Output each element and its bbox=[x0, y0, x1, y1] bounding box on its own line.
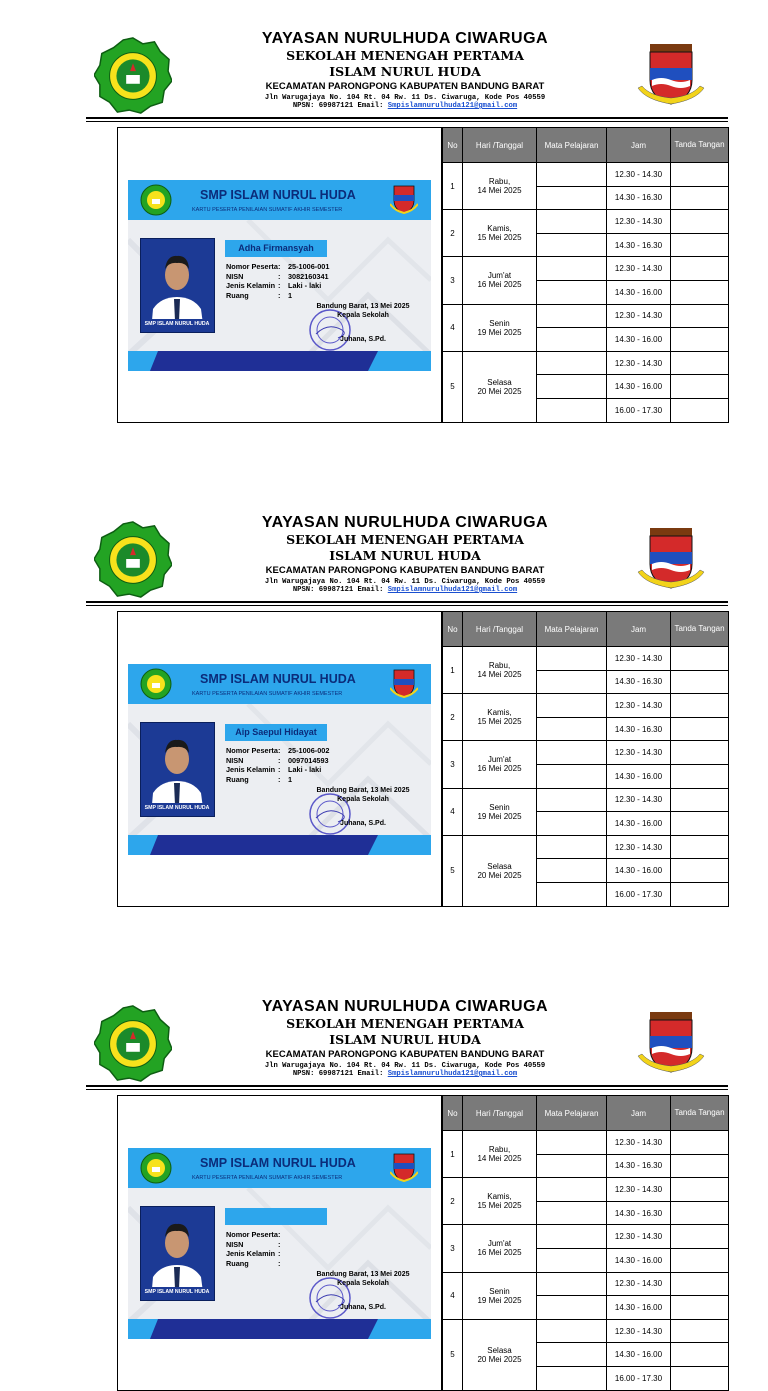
table-row bbox=[443, 1178, 729, 1202]
exam-id-card bbox=[128, 180, 431, 371]
signature-cell bbox=[671, 1201, 729, 1225]
signature-block bbox=[308, 1270, 418, 1312]
subject-cell bbox=[537, 375, 607, 399]
student-portrait-icon bbox=[141, 239, 214, 332]
row-number: 2 bbox=[443, 210, 463, 257]
header-day-date: Hari /Tanggal bbox=[463, 612, 537, 647]
row-number: 5 bbox=[443, 1319, 463, 1390]
table-row bbox=[443, 351, 729, 375]
student-info: Nomor Peserta: NISN : Jenis Kelamin : Ruang : bbox=[226, 1230, 281, 1268]
signature-cell bbox=[671, 670, 729, 694]
time-cell: 12.30 - 14.30 bbox=[607, 210, 671, 234]
head-name: Juhana, S.Pd. bbox=[340, 1304, 386, 1311]
email-link[interactable]: Smpislamnurulhuda121@gmail.com bbox=[387, 1070, 518, 1078]
header-rule-thin bbox=[86, 1089, 728, 1090]
time-cell: 16.00 - 17.30 bbox=[607, 882, 671, 906]
card-school-name: SMP ISLAM NURUL HUDA bbox=[200, 188, 356, 202]
table-row bbox=[443, 1319, 729, 1343]
card-regency-logo-icon bbox=[390, 1152, 418, 1182]
address-line: Jln Warugajaya No. 104 Rt. 04 Rw. 11 Ds. Ciwaruga, Kode Pos 40559 bbox=[264, 578, 546, 586]
participant-number: 25-1006-002 bbox=[288, 746, 330, 755]
letterhead bbox=[0, 484, 768, 594]
subject-cell bbox=[537, 1366, 607, 1390]
exam-schedule-table bbox=[442, 127, 729, 423]
subject-cell bbox=[537, 1343, 607, 1367]
student-name: Aip Saepul Hidayat bbox=[225, 724, 327, 741]
signature-block bbox=[308, 786, 418, 828]
row-day-date: Senin 19 Mei 2025 bbox=[463, 304, 537, 351]
subject-cell bbox=[537, 741, 607, 765]
row-day-date: Senin 19 Mei 2025 bbox=[463, 788, 537, 835]
card-school-name: SMP ISLAM NURUL HUDA bbox=[200, 1156, 356, 1170]
subject-cell bbox=[537, 1319, 607, 1343]
subject-cell bbox=[537, 694, 607, 718]
school-name: ISLAM NURUL HUDA bbox=[329, 64, 481, 79]
subject-cell bbox=[537, 1201, 607, 1225]
subject-cell bbox=[537, 1131, 607, 1155]
signature-cell bbox=[671, 1366, 729, 1390]
time-cell: 12.30 - 14.30 bbox=[607, 835, 671, 859]
card-school-logo-icon bbox=[140, 668, 172, 700]
header-day-date: Hari /Tanggal bbox=[463, 1096, 537, 1131]
header-subject: Mata Pelajaran bbox=[537, 1096, 607, 1131]
email-link[interactable]: Smpislamnurulhuda121@gmail.com bbox=[387, 586, 518, 594]
card-subtitle: KARTU PESERTA PENILAIAN SUMATIF AKHIR SEMESTER bbox=[192, 691, 343, 697]
signature-cell bbox=[671, 304, 729, 328]
subject-cell bbox=[537, 186, 607, 210]
table-row bbox=[443, 1225, 729, 1249]
time-cell: 12.30 - 14.30 bbox=[607, 1131, 671, 1155]
participant-number: 25-1006-001 bbox=[288, 262, 330, 271]
header-time: Jam bbox=[607, 1096, 671, 1131]
subject-cell bbox=[537, 717, 607, 741]
nisn-value: 3082160341 bbox=[288, 271, 329, 281]
regency-emblem-icon bbox=[636, 524, 706, 594]
row-day-date: Kamis, 15 Mei 2025 bbox=[463, 210, 537, 257]
time-cell: 12.30 - 14.30 bbox=[607, 788, 671, 812]
time-cell: 14.30 - 16.30 bbox=[607, 670, 671, 694]
letterhead bbox=[0, 968, 768, 1078]
subject-cell bbox=[537, 670, 607, 694]
signature-cell bbox=[671, 375, 729, 399]
exam-id-card bbox=[128, 1148, 431, 1339]
row-number: 4 bbox=[443, 788, 463, 835]
subject-cell bbox=[537, 1296, 607, 1320]
signature-cell bbox=[671, 351, 729, 375]
time-cell: 14.30 - 16.00 bbox=[607, 1296, 671, 1320]
row-number: 3 bbox=[443, 257, 463, 304]
signature-cell bbox=[671, 741, 729, 765]
district-line: KECAMATAN PARONGPONG KABUPATEN BANDUNG BARAT bbox=[265, 81, 545, 92]
header-rule-thin bbox=[86, 121, 728, 122]
card-subtitle: KARTU PESERTA PENILAIAN SUMATIF AKHIR SEMESTER bbox=[192, 1175, 343, 1181]
row-number: 5 bbox=[443, 835, 463, 906]
student-info: Nomor Peserta: 25-1006-001 NISN : 3082160341 Jenis Kelamin : Laki - laki Ruang : 1 bbox=[226, 262, 330, 300]
card-regency-logo-icon bbox=[390, 668, 418, 698]
head-title: Kepala Sekolah bbox=[337, 796, 389, 803]
signature-cell bbox=[671, 764, 729, 788]
photo-caption: SMP ISLAM NURUL HUDA bbox=[144, 1289, 210, 1295]
email-link[interactable]: Smpislamnurulhuda121@gmail.com bbox=[387, 102, 518, 110]
subject-cell bbox=[537, 835, 607, 859]
row-number: 3 bbox=[443, 1225, 463, 1272]
npsn-email-line: NPSN: 69987121 Email: Smpislamnurulhuda121@gmail.com bbox=[292, 586, 518, 594]
npsn-email-line: NPSN: 69987121 Email: Smpislamnurulhuda121@gmail.com bbox=[292, 1070, 518, 1078]
time-cell: 14.30 - 16.00 bbox=[607, 1248, 671, 1272]
time-cell: 12.30 - 14.30 bbox=[607, 694, 671, 718]
table-row bbox=[443, 1131, 729, 1155]
time-cell: 14.30 - 16.00 bbox=[607, 812, 671, 836]
signature-cell bbox=[671, 233, 729, 257]
subject-cell bbox=[537, 398, 607, 422]
school-emblem-icon bbox=[94, 520, 172, 598]
time-cell: 12.30 - 14.30 bbox=[607, 163, 671, 187]
student-name: Adha Firmansyah bbox=[225, 240, 327, 257]
student-portrait-icon bbox=[141, 723, 214, 816]
card-footer-band bbox=[128, 351, 431, 371]
district-line: KECAMATAN PARONGPONG KABUPATEN BANDUNG BARAT bbox=[265, 565, 545, 576]
table-header-row bbox=[443, 612, 729, 647]
time-cell: 12.30 - 14.30 bbox=[607, 304, 671, 328]
card-footer-band bbox=[128, 1319, 431, 1339]
subject-cell bbox=[537, 257, 607, 281]
npsn-email-line: NPSN: 69987121 Email: Smpislamnurulhuda121@gmail.com bbox=[292, 102, 518, 110]
row-day-date: Selasa 20 Mei 2025 bbox=[463, 351, 537, 422]
time-cell: 12.30 - 14.30 bbox=[607, 1225, 671, 1249]
place-date: Bandung Barat, 13 Mei 2025 bbox=[316, 303, 410, 310]
header-no: No bbox=[443, 128, 463, 163]
subject-cell bbox=[537, 1272, 607, 1296]
letterhead bbox=[0, 0, 768, 110]
signature-cell bbox=[671, 1178, 729, 1202]
school-level: SEKOLAH MENENGAH PERTAMA bbox=[286, 1016, 524, 1031]
table-row bbox=[443, 694, 729, 718]
header-no: No bbox=[443, 1096, 463, 1131]
address-line: Jln Warugajaya No. 104 Rt. 04 Rw. 11 Ds. Ciwaruga, Kode Pos 40559 bbox=[264, 1062, 546, 1070]
photo-caption: SMP ISLAM NURUL HUDA bbox=[144, 321, 210, 327]
subject-cell bbox=[537, 882, 607, 906]
time-cell: 14.30 - 16.00 bbox=[607, 1343, 671, 1367]
signature-cell bbox=[671, 398, 729, 422]
subject-cell bbox=[537, 1154, 607, 1178]
signature-block bbox=[308, 302, 418, 344]
head-name: Juhana, S.Pd. bbox=[340, 820, 386, 827]
table-row bbox=[443, 647, 729, 671]
signature-cell bbox=[671, 788, 729, 812]
row-day-date: Selasa 20 Mei 2025 bbox=[463, 1319, 537, 1390]
place-date: Bandung Barat, 13 Mei 2025 bbox=[316, 1271, 410, 1278]
row-number: 1 bbox=[443, 163, 463, 210]
header-time: Jam bbox=[607, 128, 671, 163]
header-rule-thin bbox=[86, 605, 728, 606]
header-subject: Mata Pelajaran bbox=[537, 612, 607, 647]
table-header-row bbox=[443, 128, 729, 163]
row-day-date: Rabu, 14 Mei 2025 bbox=[463, 1131, 537, 1178]
time-cell: 12.30 - 14.30 bbox=[607, 1319, 671, 1343]
table-row bbox=[443, 835, 729, 859]
foundation-name: YAYASAN NURULHUDA CIWARUGA bbox=[261, 998, 549, 1015]
time-cell: 14.30 - 16.00 bbox=[607, 764, 671, 788]
card-school-name: SMP ISLAM NURUL HUDA bbox=[200, 672, 356, 686]
regency-emblem-icon bbox=[636, 40, 706, 110]
signature-cell bbox=[671, 882, 729, 906]
table-row bbox=[443, 257, 729, 281]
table-row bbox=[443, 1272, 729, 1296]
card-school-logo-icon bbox=[140, 1152, 172, 1184]
time-cell: 14.30 - 16.00 bbox=[607, 859, 671, 883]
photo-caption: SMP ISLAM NURUL HUDA bbox=[144, 805, 210, 811]
signature-cell bbox=[671, 1154, 729, 1178]
signature-cell bbox=[671, 186, 729, 210]
school-emblem-icon bbox=[94, 36, 172, 114]
subject-cell bbox=[537, 788, 607, 812]
room-value: 1 bbox=[288, 774, 293, 784]
row-number: 1 bbox=[443, 1131, 463, 1178]
row-day-date: Rabu, 14 Mei 2025 bbox=[463, 163, 537, 210]
foundation-name: YAYASAN NURULHUDA CIWARUGA bbox=[261, 30, 549, 47]
place-date: Bandung Barat, 13 Mei 2025 bbox=[316, 787, 410, 794]
header-rule bbox=[86, 1085, 728, 1087]
header-signature: Tanda Tangan bbox=[671, 612, 729, 647]
head-title: Kepala Sekolah bbox=[337, 312, 389, 319]
school-level: SEKOLAH MENENGAH PERTAMA bbox=[286, 48, 524, 63]
time-cell: 14.30 - 16.00 bbox=[607, 375, 671, 399]
subject-cell bbox=[537, 233, 607, 257]
row-day-date: Selasa 20 Mei 2025 bbox=[463, 835, 537, 906]
signature-cell bbox=[671, 694, 729, 718]
row-number: 1 bbox=[443, 647, 463, 694]
subject-cell bbox=[537, 163, 607, 187]
time-cell: 12.30 - 14.30 bbox=[607, 741, 671, 765]
subject-cell bbox=[537, 1225, 607, 1249]
signature-cell bbox=[671, 1319, 729, 1343]
exam-schedule-table bbox=[442, 1095, 729, 1391]
time-cell: 14.30 - 16.30 bbox=[607, 1154, 671, 1178]
signature-cell bbox=[671, 647, 729, 671]
row-day-date: Jum'at 16 Mei 2025 bbox=[463, 257, 537, 304]
student-photo bbox=[140, 722, 215, 817]
header-rule bbox=[86, 601, 728, 603]
gender-value: Laki - laki bbox=[288, 765, 322, 774]
time-cell: 16.00 - 17.30 bbox=[607, 1366, 671, 1390]
card-subtitle: KARTU PESERTA PENILAIAN SUMATIF AKHIR SEMESTER bbox=[192, 207, 343, 213]
subject-cell bbox=[537, 859, 607, 883]
signature-cell bbox=[671, 1296, 729, 1320]
district-line: KECAMATAN PARONGPONG KABUPATEN BANDUNG BARAT bbox=[265, 1049, 545, 1060]
signature-cell bbox=[671, 717, 729, 741]
card-footer-band bbox=[128, 835, 431, 855]
row-day-date: Kamis, 15 Mei 2025 bbox=[463, 1178, 537, 1225]
signature-cell bbox=[671, 859, 729, 883]
row-day-date: Jum'at 16 Mei 2025 bbox=[463, 1225, 537, 1272]
subject-cell bbox=[537, 351, 607, 375]
header-no: No bbox=[443, 612, 463, 647]
subject-cell bbox=[537, 280, 607, 304]
card-frame bbox=[117, 1095, 442, 1391]
signature-cell bbox=[671, 1343, 729, 1367]
card-regency-logo-icon bbox=[390, 184, 418, 214]
time-cell: 14.30 - 16.00 bbox=[607, 280, 671, 304]
table-row bbox=[443, 210, 729, 234]
header-signature: Tanda Tangan bbox=[671, 1096, 729, 1131]
head-name: Juhana, S.Pd. bbox=[340, 336, 386, 343]
table-row bbox=[443, 163, 729, 187]
subject-cell bbox=[537, 764, 607, 788]
signature-cell bbox=[671, 812, 729, 836]
school-level: SEKOLAH MENENGAH PERTAMA bbox=[286, 532, 524, 547]
exam-id-card bbox=[128, 664, 431, 855]
table-row bbox=[443, 304, 729, 328]
time-cell: 14.30 - 16.30 bbox=[607, 1201, 671, 1225]
school-name: ISLAM NURUL HUDA bbox=[329, 548, 481, 563]
header-subject: Mata Pelajaran bbox=[537, 128, 607, 163]
student-photo bbox=[140, 1206, 215, 1301]
address-line: Jln Warugajaya No. 104 Rt. 04 Rw. 11 Ds. Ciwaruga, Kode Pos 40559 bbox=[264, 94, 546, 102]
card-frame bbox=[117, 611, 442, 907]
signature-cell bbox=[671, 280, 729, 304]
subject-cell bbox=[537, 812, 607, 836]
card-frame bbox=[117, 127, 442, 423]
time-cell: 14.30 - 16.30 bbox=[607, 717, 671, 741]
header-time: Jam bbox=[607, 612, 671, 647]
signature-cell bbox=[671, 210, 729, 234]
subject-cell bbox=[537, 304, 607, 328]
signature-cell bbox=[671, 1272, 729, 1296]
time-cell: 14.30 - 16.30 bbox=[607, 186, 671, 210]
time-cell: 14.30 - 16.00 bbox=[607, 328, 671, 352]
row-day-date: Kamis, 15 Mei 2025 bbox=[463, 694, 537, 741]
row-number: 5 bbox=[443, 351, 463, 422]
time-cell: 12.30 - 14.30 bbox=[607, 647, 671, 671]
time-cell: 14.30 - 16.30 bbox=[607, 233, 671, 257]
subject-cell bbox=[537, 210, 607, 234]
table-header-row bbox=[443, 1096, 729, 1131]
time-cell: 16.00 - 17.30 bbox=[607, 398, 671, 422]
signature-cell bbox=[671, 1131, 729, 1155]
card-school-logo-icon bbox=[140, 184, 172, 216]
gender-value: Laki - laki bbox=[288, 281, 322, 290]
row-number: 2 bbox=[443, 694, 463, 741]
header-signature: Tanda Tangan bbox=[671, 128, 729, 163]
subject-cell bbox=[537, 1248, 607, 1272]
subject-cell bbox=[537, 1178, 607, 1202]
header-day-date: Hari /Tanggal bbox=[463, 128, 537, 163]
exam-schedule-table bbox=[442, 611, 729, 907]
school-name: ISLAM NURUL HUDA bbox=[329, 1032, 481, 1047]
row-day-date: Rabu, 14 Mei 2025 bbox=[463, 647, 537, 694]
signature-cell bbox=[671, 328, 729, 352]
student-name bbox=[225, 1208, 327, 1225]
student-photo bbox=[140, 238, 215, 333]
row-number: 2 bbox=[443, 1178, 463, 1225]
header-rule bbox=[86, 117, 728, 119]
signature-cell bbox=[671, 1225, 729, 1249]
head-title: Kepala Sekolah bbox=[337, 1280, 389, 1287]
row-day-date: Jum'at 16 Mei 2025 bbox=[463, 741, 537, 788]
nisn-value: 0097014593 bbox=[288, 755, 329, 765]
time-cell: 12.30 - 14.30 bbox=[607, 351, 671, 375]
signature-cell bbox=[671, 835, 729, 859]
table-row bbox=[443, 741, 729, 765]
time-cell: 12.30 - 14.30 bbox=[607, 1178, 671, 1202]
row-number: 4 bbox=[443, 304, 463, 351]
row-number: 3 bbox=[443, 741, 463, 788]
subject-cell bbox=[537, 647, 607, 671]
signature-cell bbox=[671, 163, 729, 187]
foundation-name: YAYASAN NURULHUDA CIWARUGA bbox=[261, 514, 549, 531]
student-portrait-icon bbox=[141, 1207, 214, 1300]
time-cell: 12.30 - 14.30 bbox=[607, 257, 671, 281]
student-info: Nomor Peserta: 25-1006-002 NISN : 0097014593 Jenis Kelamin : Laki - laki Ruang : 1 bbox=[226, 746, 330, 784]
table-row bbox=[443, 788, 729, 812]
regency-emblem-icon bbox=[636, 1008, 706, 1078]
school-emblem-icon bbox=[94, 1004, 172, 1082]
signature-cell bbox=[671, 257, 729, 281]
row-number: 4 bbox=[443, 1272, 463, 1319]
row-day-date: Senin 19 Mei 2025 bbox=[463, 1272, 537, 1319]
time-cell: 12.30 - 14.30 bbox=[607, 1272, 671, 1296]
subject-cell bbox=[537, 328, 607, 352]
signature-cell bbox=[671, 1248, 729, 1272]
room-value: 1 bbox=[288, 290, 293, 300]
